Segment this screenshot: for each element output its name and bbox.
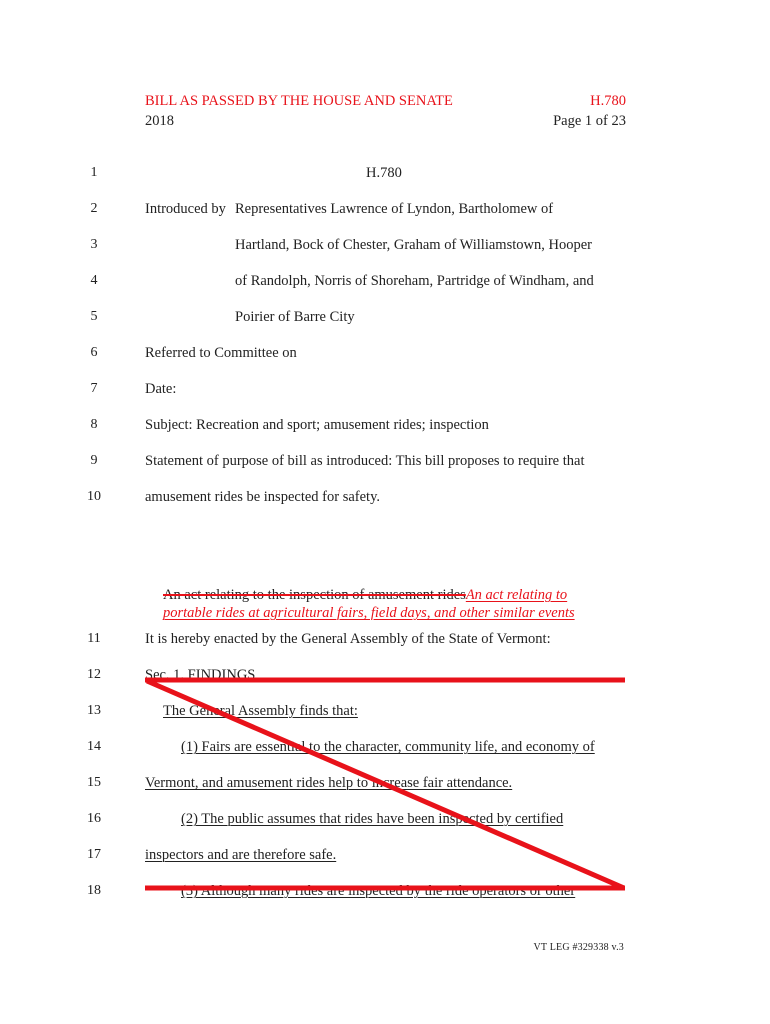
line-number: 3 <box>90 237 98 252</box>
document-id: VT LEG #329338 v.3 <box>533 942 624 953</box>
sponsors-line: Representatives Lawrence of Lyndon, Bartholomew of <box>235 201 554 217</box>
sponsors-line: Hartland, Bock of Chester, Graham of Williamstown, Hooper <box>235 237 592 253</box>
line-number: 1 <box>90 165 98 180</box>
line-number: 4 <box>90 273 98 288</box>
line-number: 18 <box>87 883 101 898</box>
statement-of-purpose: Statement of purpose of bill as introduced: This bill proposes to require that <box>145 453 585 469</box>
amended-act-title: portable rides at agricultural fairs, field days, and other similar events <box>163 605 575 621</box>
finding-text: (3) Although many rides are inspected by the ride operators or other <box>181 883 576 899</box>
findings-intro: The General Assembly finds that: <box>163 703 358 719</box>
line-number: 11 <box>87 631 101 646</box>
sponsors-line: Poirier of Barre City <box>235 309 355 325</box>
sponsors-line: of Randolph, Norris of Shoreham, Partridge of Windham, and <box>235 273 594 289</box>
enacting-clause: It is hereby enacted by the General Assembly of the State of Vermont: <box>145 631 551 647</box>
line-number: 12 <box>87 667 101 682</box>
line-number: 16 <box>87 811 101 826</box>
bill-title-number: H.780 <box>366 165 402 181</box>
line-number: 15 <box>87 775 101 790</box>
line-number: 2 <box>90 201 98 216</box>
struck-act-title: An act relating to the inspection of amusement rides <box>163 587 466 603</box>
date-label: Date: <box>145 381 177 397</box>
finding-text: inspectors and are therefore safe. <box>145 847 337 863</box>
subject-line: Subject: Recreation and sport; amusement rides; inspection <box>145 417 489 433</box>
bill-year: 2018 <box>145 113 174 129</box>
line-number: 7 <box>90 381 98 396</box>
amended-act-title: An act relating to <box>465 587 568 603</box>
statement-of-purpose: amusement rides be inspected for safety. <box>145 489 381 505</box>
referred-to-committee: Referred to Committee on <box>145 345 297 361</box>
finding-text: (2) The public assumes that rides have been inspected by certified <box>181 811 564 827</box>
line-number: 10 <box>87 489 101 504</box>
introduced-label: Introduced by <box>145 201 226 217</box>
finding-text: (1) Fairs are essential to the character, community life, and economy of <box>181 739 595 755</box>
line-number: 9 <box>90 453 98 468</box>
bill-status: BILL AS PASSED BY THE HOUSE AND SENATE <box>145 93 453 109</box>
line-number: 8 <box>90 417 98 432</box>
line-number: 17 <box>87 847 101 862</box>
line-number: 13 <box>87 703 101 718</box>
deletion-mark-diagonal <box>147 681 624 888</box>
line-number: 14 <box>87 739 101 754</box>
line-number: 6 <box>90 345 98 360</box>
header-bill-number: H.780 <box>590 93 626 109</box>
line-number: 5 <box>90 309 98 324</box>
finding-text: Vermont, and amusement rides help to increase fair attendance. <box>145 775 513 791</box>
page-indicator: Page 1 of 23 <box>553 113 626 129</box>
section-heading: Sec. 1. FINDINGS <box>145 667 256 683</box>
